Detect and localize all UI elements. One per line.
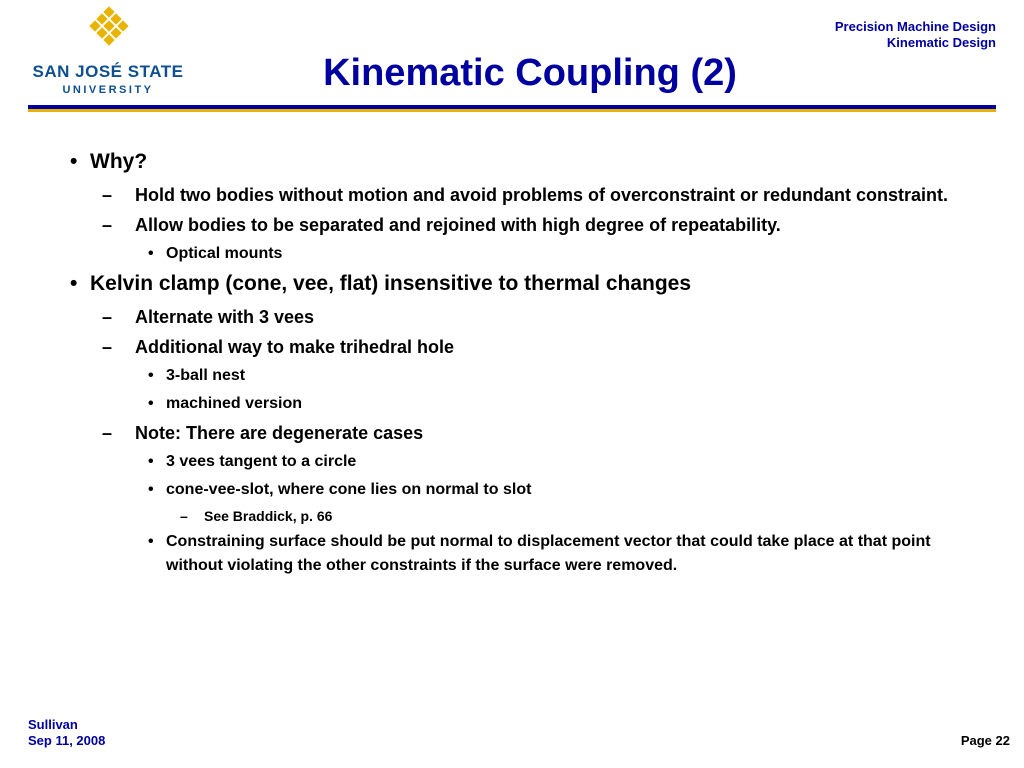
bullet-marker: • — [148, 453, 154, 470]
bullet-item — [70, 364, 970, 388]
bullet-marker: • — [70, 150, 78, 173]
bullet-marker: – — [180, 508, 188, 524]
bullet-text: Optical mounts — [166, 245, 283, 262]
bullet-marker: – — [102, 215, 113, 235]
footer-credits — [28, 717, 105, 749]
bullet-item — [70, 148, 970, 176]
bullet-item — [70, 212, 970, 238]
bullet-text: Alternate with 3 vees — [135, 307, 315, 327]
bullet-marker: • — [148, 481, 154, 498]
bullet-marker: • — [148, 395, 154, 412]
logo-wordmark: SAN JOSÉ STATE — [32, 62, 184, 81]
bullet-text: Constraining surface should be put normal to displacement vector that could take place at that point without violating the other constraints if the surface were removed. — [166, 533, 931, 574]
bullet-text: 3-ball nest — [166, 367, 246, 384]
bullet-marker: – — [102, 185, 113, 205]
bullet-marker: • — [148, 245, 154, 262]
bullet-marker: – — [102, 423, 113, 443]
bullet-text: cone-vee-slot, where cone lies on normal to slot — [166, 481, 532, 498]
bullet-item — [70, 478, 970, 502]
bullet-text: Kelvin clamp (cone, vee, flat) insensitive to thermal changes — [90, 272, 692, 295]
footer-author: Sullivan — [28, 717, 78, 732]
bullet-item — [70, 182, 970, 208]
bullet-text: Hold two bodies without motion and avoid problems of overconstraint or redundant constraint. — [135, 185, 949, 205]
bullet-marker: • — [148, 367, 154, 384]
bullet-text: See Braddick, p. 66 — [204, 508, 333, 524]
page-number: Page 22 — [960, 733, 1010, 748]
bullet-item — [70, 420, 970, 446]
bullet-text: machined version — [166, 395, 303, 412]
bullet-marker: – — [102, 307, 113, 327]
bullet-item — [70, 242, 970, 266]
bullet-text: Note: There are degenerate cases — [135, 423, 424, 443]
bullet-item — [70, 530, 970, 578]
bullet-item — [70, 334, 970, 360]
bullet-text: 3 vees tangent to a circle — [166, 453, 357, 470]
bullet-item — [70, 506, 970, 526]
bullet-marker: • — [70, 272, 78, 295]
bullet-item — [70, 392, 970, 416]
bullet-list — [70, 148, 970, 582]
course-header — [835, 19, 996, 51]
header-rule-accent — [28, 109, 996, 112]
sjsu-diamond-lattice-icon — [86, 6, 132, 52]
bullet-item — [70, 304, 970, 330]
footer-date: Sep 11, 2008 — [28, 733, 106, 748]
slide-title: Kinematic Coupling (2) — [323, 52, 737, 94]
bullet-marker: – — [102, 337, 113, 357]
university-logo — [28, 6, 188, 98]
bullet-marker: • — [148, 533, 154, 550]
bullet-text: Allow bodies to be separated and rejoined with high degree of repeatability. — [135, 215, 781, 235]
bullet-item — [70, 270, 970, 298]
course-name: Precision Machine Design — [834, 19, 996, 34]
course-topic: Kinematic Design — [886, 35, 996, 50]
bullet-text: Why? — [90, 150, 148, 173]
logo-subline: UNIVERSITY — [62, 84, 154, 96]
bullet-item — [70, 450, 970, 474]
bullet-text: Additional way to make trihedral hole — [135, 337, 455, 357]
